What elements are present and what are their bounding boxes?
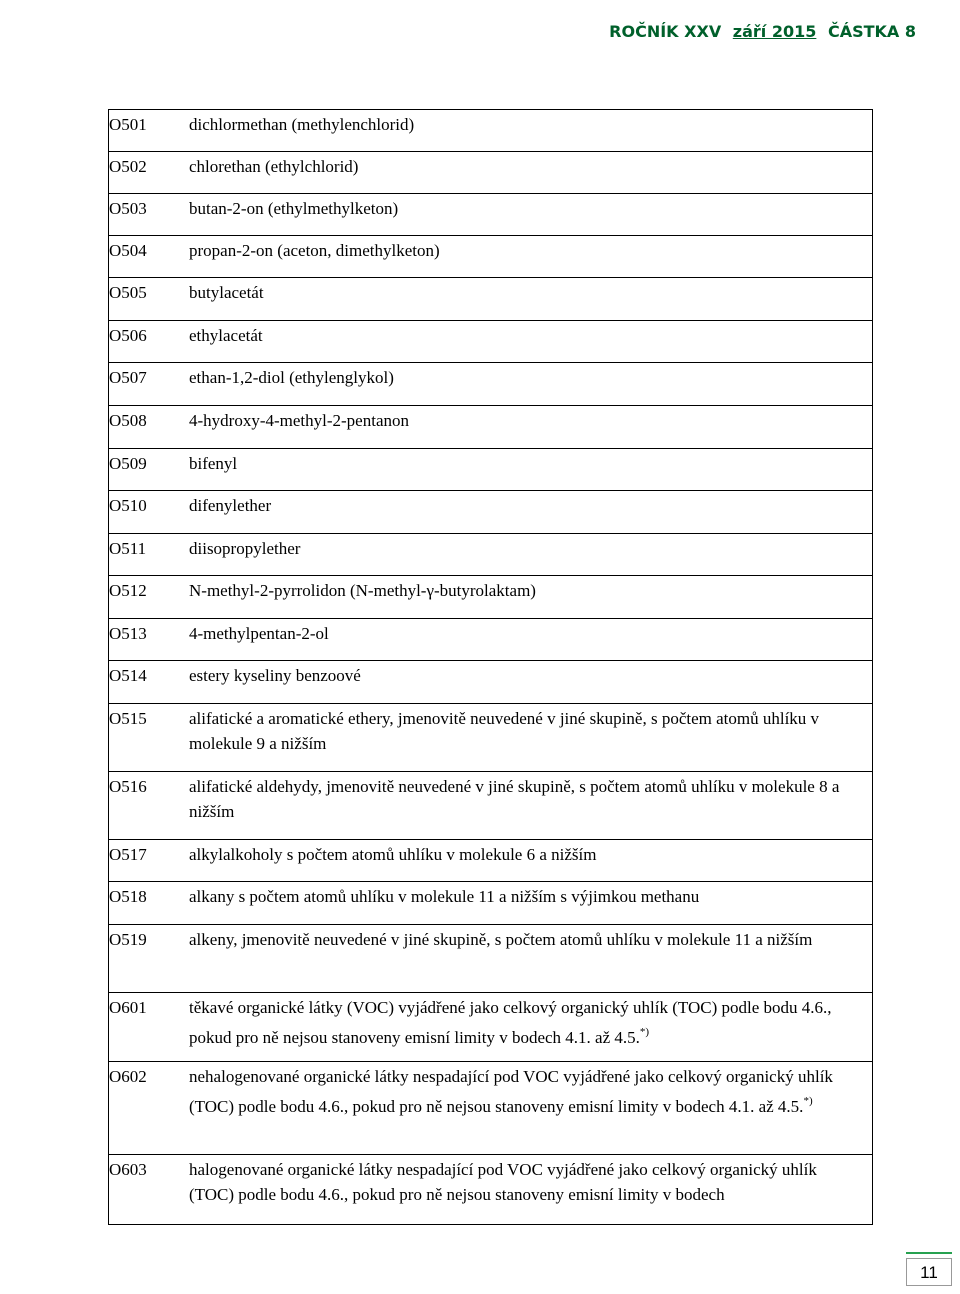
row-code	[109, 406, 190, 449]
row-description	[189, 925, 873, 993]
row-code	[109, 840, 190, 882]
row-description	[189, 194, 873, 236]
row-code-text: O503	[109, 199, 147, 218]
row-code-text: O510	[109, 496, 147, 515]
page-header	[609, 22, 916, 41]
row-description	[189, 406, 873, 449]
row-code-text: O507	[109, 368, 147, 387]
row-code-text: O603	[109, 1160, 147, 1179]
row-code-text: O519	[109, 930, 147, 949]
table-row	[109, 882, 873, 925]
table-row	[109, 236, 873, 278]
row-code	[109, 993, 190, 1062]
row-description-text: estery kyseliny benzoové	[189, 666, 361, 685]
header-part: ČÁSTKA 8	[827, 22, 916, 41]
row-description-text: 4-hydroxy-4-methyl-2-pentanon	[189, 411, 409, 430]
row-code-text: O513	[109, 624, 147, 643]
row-code	[109, 704, 190, 772]
row-description-text: alkylalkoholy s počtem atomů uhlíku v molekule 6 a nižším	[189, 845, 597, 864]
row-description	[189, 363, 873, 406]
row-description-text: difenylether	[189, 496, 272, 515]
table-row	[109, 321, 873, 363]
row-description	[189, 993, 873, 1062]
row-description	[189, 236, 873, 278]
row-code	[109, 925, 190, 993]
table-row	[109, 772, 873, 840]
row-code	[109, 576, 190, 619]
row-code-text: O504	[109, 241, 147, 260]
footer-rule	[906, 1252, 952, 1254]
row-code-text: O505	[109, 283, 147, 302]
table-row	[109, 278, 873, 321]
row-code	[109, 110, 190, 152]
row-description-text: butylacetát	[189, 283, 264, 302]
row-description	[189, 534, 873, 576]
row-description	[189, 882, 873, 925]
row-code	[109, 194, 190, 236]
row-description-text: dichlormethan (methylenchlorid)	[189, 115, 415, 134]
row-code	[109, 236, 190, 278]
footnote-marker: *)	[639, 1026, 650, 1038]
row-code	[109, 278, 190, 321]
row-description	[189, 321, 873, 363]
substance-code-table	[108, 109, 873, 1225]
row-description-text: N-methyl-2-pyrrolidon (N-methyl-γ-butyrolaktam)	[189, 581, 536, 600]
row-code	[109, 449, 190, 491]
table-row	[109, 993, 873, 1062]
row-code-text: O517	[109, 845, 147, 864]
row-description-text: alifatické aldehydy, jmenovitě neuvedené v jiné skupině, s počtem atomů uhlíku v molekule 8 a nižším	[189, 777, 840, 821]
row-description	[189, 704, 873, 772]
row-description-text: chlorethan (ethylchlorid)	[189, 157, 359, 176]
row-description-text: butan-2-on (ethylmethylketon)	[189, 199, 399, 218]
row-code	[109, 491, 190, 534]
footnote-marker: *)	[803, 1095, 813, 1107]
row-description	[189, 278, 873, 321]
row-description	[189, 840, 873, 882]
row-code-text: O501	[109, 115, 147, 134]
row-description-text: 4-methylpentan-2-ol	[189, 624, 329, 643]
row-description	[189, 619, 873, 661]
row-description-text: halogenované organické látky nespadající pod VOC vyjádřené jako celkový organický uhlík (TOC) podle bodu 4.6., pokud pro ně nejsou stanoveny emisní limity v bodech	[189, 1160, 817, 1204]
row-description-text: diisopropylether	[189, 539, 301, 558]
row-code-text: O601	[109, 998, 147, 1017]
table-row	[109, 110, 873, 152]
row-code-text: O518	[109, 887, 147, 906]
table-row	[109, 1062, 873, 1155]
row-description-text: alkany s počtem atomů uhlíku v molekule 11 a nižším s výjimkou methanu	[189, 887, 700, 906]
table-row	[109, 363, 873, 406]
row-description-text: alifatické a aromatické ethery, jmenovitě neuvedené v jiné skupině, s počtem atomů uhlíku v molekule 9 a nižším	[189, 709, 820, 753]
table-row	[109, 152, 873, 194]
row-code-text: O511	[109, 539, 147, 558]
table-row	[109, 406, 873, 449]
table-row	[109, 491, 873, 534]
row-code-text: O508	[109, 411, 147, 430]
row-code-text: O602	[109, 1067, 147, 1086]
row-code	[109, 661, 190, 704]
row-description	[189, 110, 873, 152]
table-row	[109, 194, 873, 236]
table-row	[109, 704, 873, 772]
row-code-text: O502	[109, 157, 147, 176]
row-code	[109, 772, 190, 840]
row-description-text: propan-2-on (aceton, dimethylketon)	[189, 241, 440, 260]
row-code-text: O509	[109, 454, 147, 473]
row-description-text: těkavé organické látky (VOC) vyjádřené jako celkový organický uhlík (TOC) podle bodu 4.6., pokud pro ně nejsou stanoveny emisní limity v bodech 4.1. až 4.5.	[189, 998, 832, 1047]
table-row	[109, 925, 873, 993]
row-code-text: O516	[109, 777, 147, 796]
table-row	[109, 576, 873, 619]
table-row	[109, 1155, 873, 1225]
header-volume: ROČNÍK XXV	[609, 22, 722, 41]
row-description	[189, 449, 873, 491]
row-description-text: ethylacetát	[189, 326, 263, 345]
row-code	[109, 152, 190, 194]
row-description	[189, 152, 873, 194]
header-date: září 2015	[732, 22, 817, 41]
row-code	[109, 1155, 190, 1225]
row-description	[189, 491, 873, 534]
row-code-text: O514	[109, 666, 147, 685]
table-row	[109, 534, 873, 576]
row-code	[109, 1062, 190, 1155]
row-description	[189, 576, 873, 619]
row-description-text: bifenyl	[189, 454, 238, 473]
row-description	[189, 1062, 873, 1155]
row-description	[189, 772, 873, 840]
table-body	[109, 110, 873, 1225]
row-code	[109, 882, 190, 925]
row-code	[109, 363, 190, 406]
row-description	[189, 1155, 873, 1225]
table-row	[109, 619, 873, 661]
row-code-text: O506	[109, 326, 147, 345]
row-code	[109, 534, 190, 576]
row-description	[189, 661, 873, 704]
row-description-text: ethan-1,2-diol (ethylenglykol)	[189, 368, 394, 387]
page-number: 11	[906, 1258, 952, 1286]
row-code-text: O515	[109, 709, 147, 728]
row-description-text: nehalogenované organické látky nespadající pod VOC vyjádřené jako celkový organický uhlík (TOC) podle bodu 4.6., pokud pro ně nejsou stanoveny emisní limity v bodech 4.1. až 4.5.	[189, 1067, 833, 1116]
table-row	[109, 449, 873, 491]
row-description-text: alkeny, jmenovitě neuvedené v jiné skupině, s počtem atomů uhlíku v molekule 11 a nižším	[189, 930, 813, 949]
row-code	[109, 619, 190, 661]
row-code	[109, 321, 190, 363]
table-row	[109, 661, 873, 704]
table-row	[109, 840, 873, 882]
row-code-text: O512	[109, 581, 147, 600]
